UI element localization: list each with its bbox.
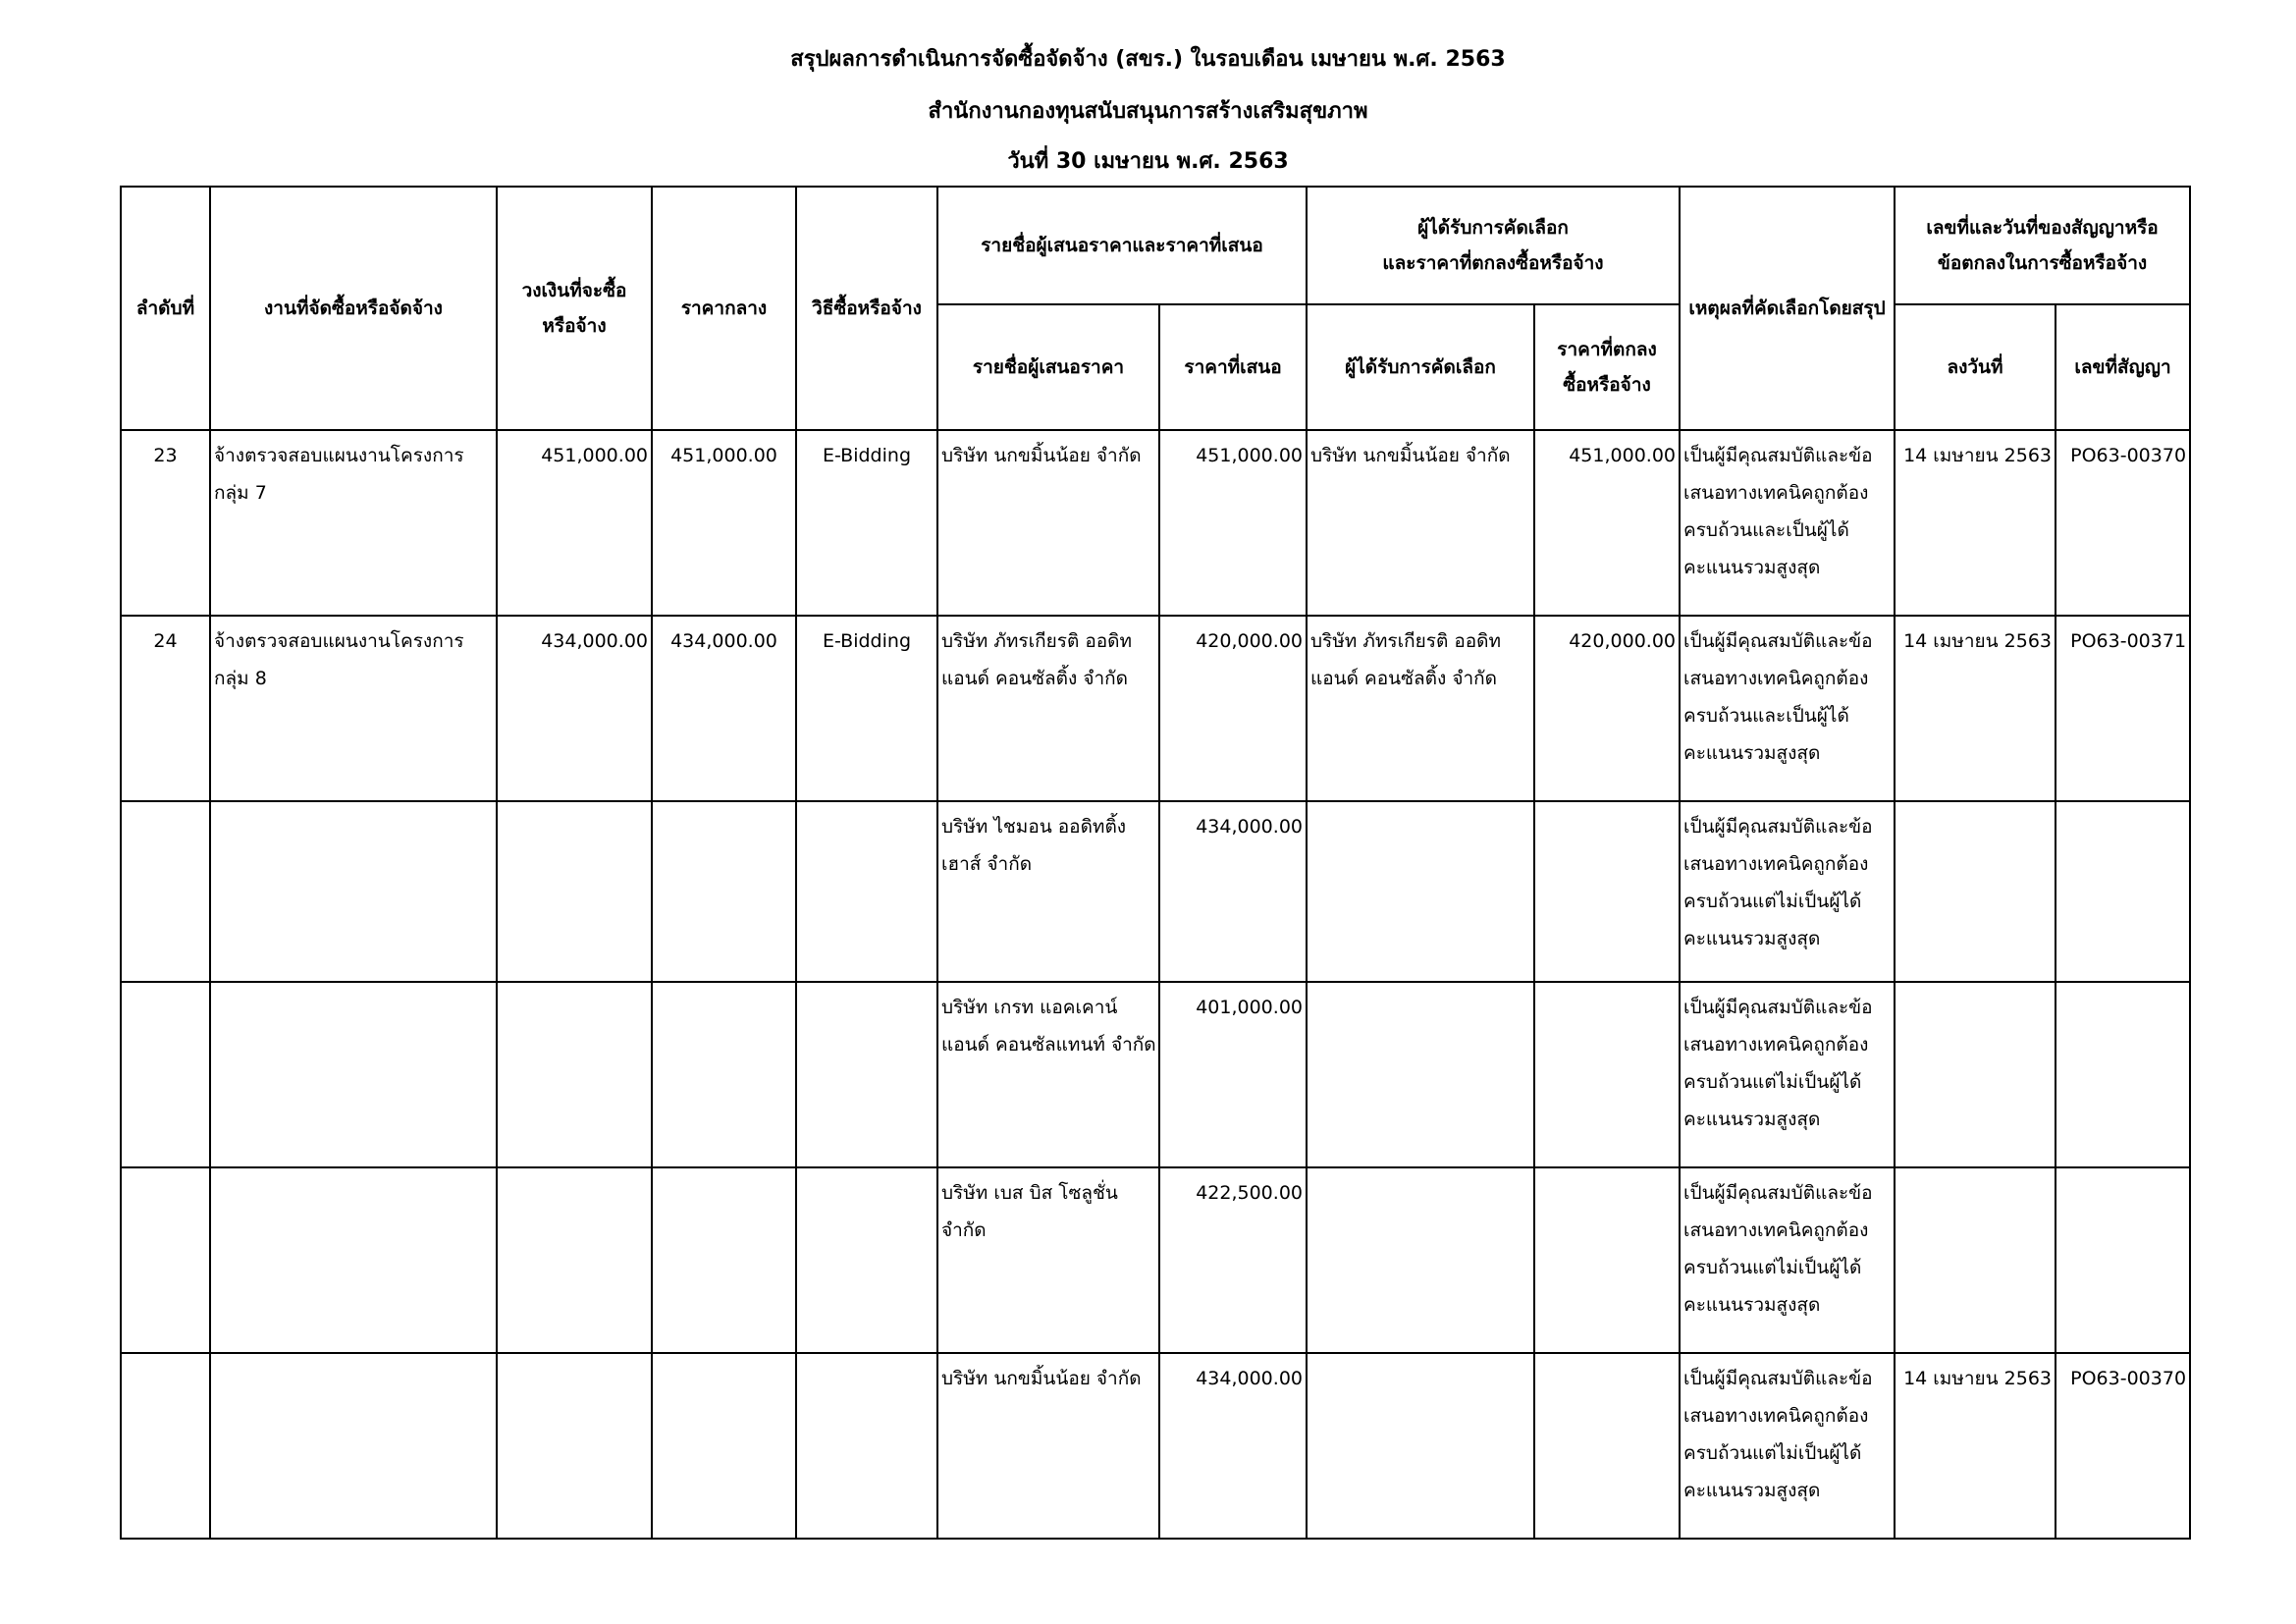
seq-cell bbox=[121, 982, 210, 1167]
seq-cell bbox=[121, 801, 210, 982]
contract-no-cell bbox=[2056, 801, 2190, 982]
reason-cell: เป็นผู้มีคุณสมบัติและข้อเสนอทางเทคนิคถูกต้องครบถ้วนแต่ไม่เป็นผู้ได้คะแนนรวมสูงสุด bbox=[1680, 1353, 1895, 1539]
bid-price-cell: 451,000.00 bbox=[1159, 430, 1307, 616]
median-cell bbox=[652, 1167, 796, 1353]
contract-group-line2: ข้อตกลงในการซื้อหรือจ้าง bbox=[1937, 252, 2148, 274]
contract-date-cell: 14 เมษายน 2563 bbox=[1895, 616, 2056, 801]
budget-cell: 451,000.00 bbox=[497, 430, 652, 616]
budget-cell bbox=[497, 1167, 652, 1353]
table-row bbox=[121, 430, 2190, 616]
work-cell bbox=[210, 1353, 497, 1539]
agreed-price-line1: ราคาที่ตกลง bbox=[1557, 339, 1657, 360]
contract-date-cell bbox=[1895, 1167, 2056, 1353]
col-median-header: ราคากลาง bbox=[652, 187, 796, 430]
col-work-header: งานที่จัดซื้อหรือจัดจ้าง bbox=[210, 187, 497, 430]
table-row bbox=[121, 801, 2190, 982]
col-reason-header: เหตุผลที่คัดเลือกโดยสรุป bbox=[1680, 187, 1895, 430]
agreed-price-cell bbox=[1534, 1167, 1680, 1353]
agreed-price-cell: 420,000.00 bbox=[1534, 616, 1680, 801]
agreed-price-line2: ซื้อหรือจ้าง bbox=[1563, 374, 1651, 396]
contract-date-cell: 14 เมษายน 2563 bbox=[1895, 1353, 2056, 1539]
col-contract-date-header: ลงวันที่ bbox=[1895, 304, 2056, 430]
table-row bbox=[121, 616, 2190, 801]
reason-cell: เป็นผู้มีคุณสมบัติและข้อเสนอทางเทคนิคถูกต้องครบถ้วนและเป็นผู้ได้คะแนนรวมสูงสุด bbox=[1680, 430, 1895, 616]
table-row bbox=[121, 982, 2190, 1167]
median-cell bbox=[652, 801, 796, 982]
work-cell bbox=[210, 801, 497, 982]
bidder-cell: บริษัท ภัทรเกียรติ ออดิท แอนด์ คอนซัลติ้ง จำกัด bbox=[937, 616, 1159, 801]
agreed-price-cell bbox=[1534, 801, 1680, 982]
work-cell bbox=[210, 1167, 497, 1353]
col-bidders-group-header: รายชื่อผู้เสนอราคาและราคาที่เสนอ bbox=[937, 187, 1307, 304]
reason-cell: เป็นผู้มีคุณสมบัติและข้อเสนอทางเทคนิคถูกต้องครบถ้วนแต่ไม่เป็นผู้ได้คะแนนรวมสูงสุด bbox=[1680, 982, 1895, 1167]
procurement-table bbox=[120, 186, 2191, 1540]
col-budget-header: วงเงินที่จะซื้อหรือจ้าง bbox=[497, 187, 652, 430]
bidder-cell: บริษัท ไชมอน ออดิทติ้ง เฮาส์ จำกัด bbox=[937, 801, 1159, 982]
contract-no-cell bbox=[2056, 982, 2190, 1167]
method-cell: E-Bidding bbox=[796, 430, 937, 616]
contract-date-cell bbox=[1895, 982, 2056, 1167]
contract-no-cell: PO63-00370 bbox=[2056, 430, 2190, 616]
bid-price-cell: 434,000.00 bbox=[1159, 1353, 1307, 1539]
col-method-header: วิธีซื้อหรือจ้าง bbox=[796, 187, 937, 430]
table-row bbox=[121, 1167, 2190, 1353]
agreed-price-cell bbox=[1534, 982, 1680, 1167]
col-seq-header: ลำดับที่ bbox=[121, 187, 210, 430]
selected-group-line1: ผู้ได้รับการคัดเลือก bbox=[1417, 217, 1569, 239]
contract-date-cell bbox=[1895, 801, 2056, 982]
work-cell bbox=[210, 982, 497, 1167]
selected-cell: บริษัท นกขมิ้นน้อย จำกัด bbox=[1307, 430, 1534, 616]
reason-cell: เป็นผู้มีคุณสมบัติและข้อเสนอทางเทคนิคถูกต้องครบถ้วนแต่ไม่เป็นผู้ได้คะแนนรวมสูงสุด bbox=[1680, 801, 1895, 982]
method-cell: E-Bidding bbox=[796, 616, 937, 801]
selected-cell bbox=[1307, 982, 1534, 1167]
seq-cell: 24 bbox=[121, 616, 210, 801]
col-contract-no-header: เลขที่สัญญา bbox=[2056, 304, 2190, 430]
table-row bbox=[121, 1353, 2190, 1539]
budget-cell bbox=[497, 982, 652, 1167]
budget-cell bbox=[497, 801, 652, 982]
col-bid-price-header: ราคาที่เสนอ bbox=[1159, 304, 1307, 430]
col-agreed-price-header bbox=[1534, 304, 1680, 430]
selected-cell bbox=[1307, 801, 1534, 982]
agreed-price-cell bbox=[1534, 1353, 1680, 1539]
bid-price-cell: 420,000.00 bbox=[1159, 616, 1307, 801]
contract-no-cell bbox=[2056, 1167, 2190, 1353]
method-cell bbox=[796, 1167, 937, 1353]
col-selected-group-header bbox=[1307, 187, 1680, 304]
bidder-cell: บริษัท เกรท แอคเคาน์ แอนด์ คอนซัลแทนท์ จำกัด bbox=[937, 982, 1159, 1167]
reason-cell: เป็นผู้มีคุณสมบัติและข้อเสนอทางเทคนิคถูกต้องครบถ้วนและเป็นผู้ได้คะแนนรวมสูงสุด bbox=[1680, 616, 1895, 801]
col-selected-name-header: ผู้ได้รับการคัดเลือก bbox=[1307, 304, 1534, 430]
bidder-cell: บริษัท เบส บิส โซลูชั่น จำกัด bbox=[937, 1167, 1159, 1353]
median-cell: 434,000.00 bbox=[652, 616, 796, 801]
selected-cell: บริษัท ภัทรเกียรติ ออดิท แอนด์ คอนซัลติ้ง จำกัด bbox=[1307, 616, 1534, 801]
median-cell bbox=[652, 1353, 796, 1539]
work-cell: จ้างตรวจสอบแผนงานโครงการกลุ่ม 8 bbox=[210, 616, 497, 801]
bidder-cell: บริษัท นกขมิ้นน้อย จำกัด bbox=[937, 1353, 1159, 1539]
selected-cell bbox=[1307, 1353, 1534, 1539]
contract-no-cell: PO63-00371 bbox=[2056, 616, 2190, 801]
seq-cell: 23 bbox=[121, 430, 210, 616]
budget-cell bbox=[497, 1353, 652, 1539]
organization-name: สำนักงานกองทุนสนับสนุนการสร้างเสริมสุขภาพ bbox=[928, 99, 1368, 124]
bid-price-cell: 434,000.00 bbox=[1159, 801, 1307, 982]
selected-cell bbox=[1307, 1167, 1534, 1353]
method-cell bbox=[796, 801, 937, 982]
bid-price-cell: 401,000.00 bbox=[1159, 982, 1307, 1167]
contract-group-line1: เลขที่และวันที่ของสัญญาหรือ bbox=[1926, 217, 2159, 239]
col-bidder-name-header: รายชื่อผู้เสนอราคา bbox=[937, 304, 1159, 430]
bidder-cell: บริษัท นกขมิ้นน้อย จำกัด bbox=[937, 430, 1159, 616]
contract-no-cell: PO63-00370 bbox=[2056, 1353, 2190, 1539]
bid-price-cell: 422,500.00 bbox=[1159, 1167, 1307, 1353]
median-cell: 451,000.00 bbox=[652, 430, 796, 616]
median-cell bbox=[652, 982, 796, 1167]
method-cell bbox=[796, 982, 937, 1167]
work-cell: จ้างตรวจสอบแผนงานโครงการกลุ่ม 7 bbox=[210, 430, 497, 616]
budget-cell: 434,000.00 bbox=[497, 616, 652, 801]
seq-cell bbox=[121, 1353, 210, 1539]
col-contract-group-header bbox=[1895, 187, 2190, 304]
agreed-price-cell: 451,000.00 bbox=[1534, 430, 1680, 616]
reason-cell: เป็นผู้มีคุณสมบัติและข้อเสนอทางเทคนิคถูกต้องครบถ้วนแต่ไม่เป็นผู้ได้คะแนนรวมสูงสุด bbox=[1680, 1167, 1895, 1353]
method-cell bbox=[796, 1353, 937, 1539]
selected-group-line2: และราคาที่ตกลงซื้อหรือจ้าง bbox=[1382, 252, 1604, 274]
contract-date-cell: 14 เมษายน 2563 bbox=[1895, 430, 2056, 616]
report-title: สรุปผลการดำเนินการจัดซื้อจัดจ้าง (สขร.) ในรอบเดือน เมษายน พ.ศ. 2563 bbox=[790, 47, 1506, 72]
report-date: วันที่ 30 เมษายน พ.ศ. 2563 bbox=[1007, 149, 1289, 174]
seq-cell bbox=[121, 1167, 210, 1353]
